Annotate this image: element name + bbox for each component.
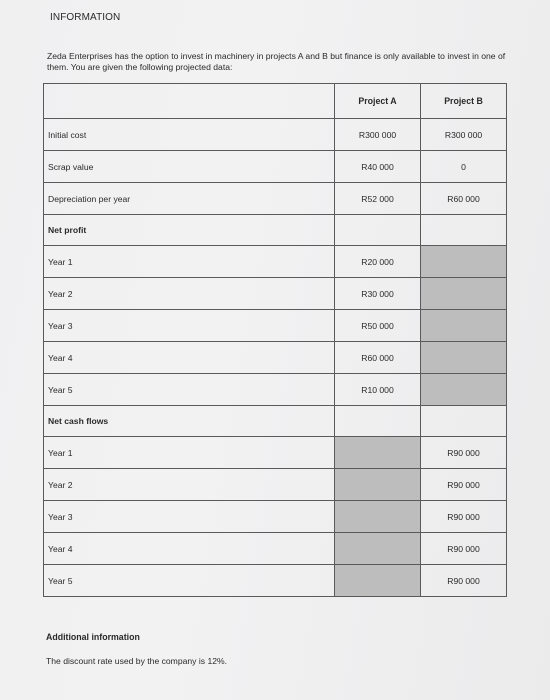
intro-paragraph: Zeda Enterprises has the option to invest in machinery in projects A and B but finance is only available to invest in one of them. You are given the following projected data:	[47, 51, 506, 72]
project-b-value: R90 000	[421, 469, 507, 501]
project-b-value: R300 000	[421, 119, 507, 151]
table-row	[44, 119, 507, 151]
project-a-shaded-cell	[335, 501, 421, 533]
row-label: Year 5	[44, 565, 335, 597]
project-a-value	[335, 406, 421, 437]
table-row	[44, 342, 507, 374]
row-label: Initial cost	[44, 119, 335, 151]
projected-data-table	[43, 83, 507, 597]
table-row	[44, 533, 507, 565]
section-row-net-cash-flows	[44, 406, 507, 437]
table-row	[44, 151, 507, 183]
row-label: Year 4	[44, 342, 335, 374]
project-b-value: 0	[421, 151, 507, 183]
section-row-net-profit	[44, 215, 507, 246]
project-b-shaded-cell	[421, 374, 507, 406]
project-a-value: R20 000	[335, 246, 421, 278]
project-b-value	[421, 215, 507, 246]
project-b-value: R90 000	[421, 533, 507, 565]
project-a-shaded-cell	[335, 565, 421, 597]
project-a-value	[335, 215, 421, 246]
project-b-value: R90 000	[421, 565, 507, 597]
row-label: Year 1	[44, 246, 335, 278]
project-b-shaded-cell	[421, 278, 507, 310]
header-empty-cell	[44, 84, 335, 119]
table-row	[44, 310, 507, 342]
row-label: Year 3	[44, 310, 335, 342]
project-a-value: R50 000	[335, 310, 421, 342]
header-project-a: Project A	[335, 84, 421, 119]
project-b-value	[421, 406, 507, 437]
table-row	[44, 278, 507, 310]
additional-information-title: Additional information	[46, 632, 140, 642]
project-b-shaded-cell	[421, 310, 507, 342]
row-label: Year 4	[44, 533, 335, 565]
project-b-value: R90 000	[421, 501, 507, 533]
project-a-shaded-cell	[335, 533, 421, 565]
table-row	[44, 437, 507, 469]
row-label: Year 2	[44, 469, 335, 501]
project-a-value: R40 000	[335, 151, 421, 183]
table-header-row	[44, 84, 507, 119]
project-a-value: R52 000	[335, 183, 421, 215]
discount-rate-text: The discount rate used by the company is 12%.	[46, 656, 228, 666]
header-project-b: Project B	[421, 84, 507, 119]
table-row	[44, 469, 507, 501]
table-row	[44, 565, 507, 597]
project-b-shaded-cell	[421, 342, 507, 374]
project-a-value: R60 000	[335, 342, 421, 374]
row-label: Year 5	[44, 374, 335, 406]
row-label: Year 1	[44, 437, 335, 469]
table-row	[44, 183, 507, 215]
section-label: Net profit	[44, 215, 335, 246]
project-a-value: R30 000	[335, 278, 421, 310]
row-label: Year 2	[44, 278, 335, 310]
section-label: Net cash flows	[44, 406, 335, 437]
project-b-value: R90 000	[421, 437, 507, 469]
table-row	[44, 246, 507, 278]
project-a-value: R10 000	[335, 374, 421, 406]
project-a-shaded-cell	[335, 437, 421, 469]
row-label: Scrap value	[44, 151, 335, 183]
project-a-value: R300 000	[335, 119, 421, 151]
project-b-shaded-cell	[421, 246, 507, 278]
row-label: Year 3	[44, 501, 335, 533]
row-label: Depreciation per year	[44, 183, 335, 215]
project-b-value: R60 000	[421, 183, 507, 215]
project-a-shaded-cell	[335, 469, 421, 501]
page-heading: INFORMATION	[50, 12, 121, 23]
table-row	[44, 374, 507, 406]
table-row	[44, 501, 507, 533]
